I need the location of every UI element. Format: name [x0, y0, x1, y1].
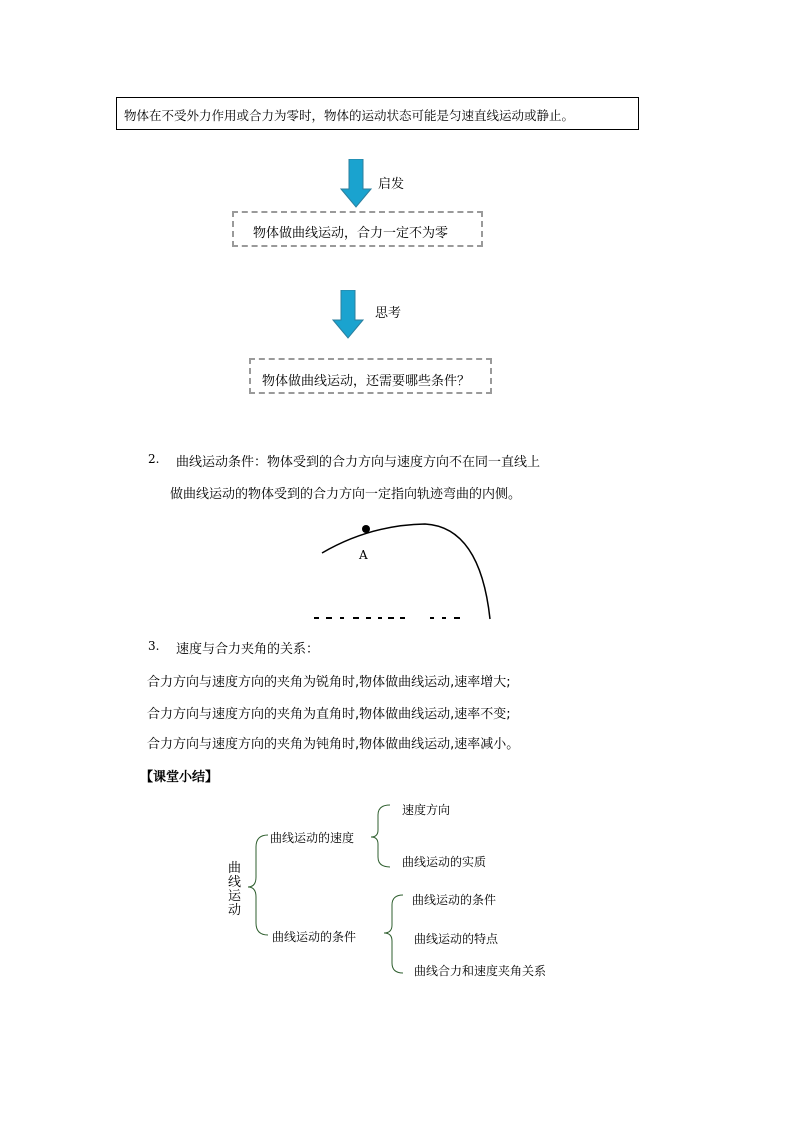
point-a-marker: [362, 525, 370, 533]
arrow-label-inspire: 启发: [378, 177, 405, 192]
arrow-down-icon: [340, 159, 372, 209]
summary-root: 曲线运动: [228, 861, 242, 918]
section-3-title: 速度与合力夹角的关系：: [176, 642, 320, 657]
premise-box: [116, 97, 639, 130]
section-2-number: 2.: [148, 452, 160, 466]
section-3-line-obtuse: 合力方向与速度方向的夹角为钝角时,物体做曲线运动,速率减小。: [147, 737, 520, 752]
curve-diagram: [300, 515, 510, 625]
summary-item-velocity-direction: 速度方向: [402, 803, 451, 817]
section-3-line-acute: 合力方向与速度方向的夹角为锐角时,物体做曲线运动,速率增大;: [147, 675, 511, 690]
summary-item-feature: 曲线运动的特点: [414, 932, 499, 946]
question-text: 物体做曲线运动，还需要哪些条件？: [262, 374, 471, 389]
summary-item-essence: 曲线运动的实质: [402, 855, 487, 869]
question-box: [249, 358, 492, 394]
section-3-number: 3.: [148, 639, 160, 653]
section-2-title: 曲线运动条件：物体受到的合力方向与速度方向不在同一直线上: [176, 455, 541, 470]
summary-branch-velocity: 曲线运动的速度: [270, 831, 355, 845]
arrow-down-icon: [332, 290, 364, 340]
conclusion-box: [232, 211, 483, 247]
summary-branch-condition: 曲线运动的条件: [272, 930, 357, 944]
summary-item-condition: 曲线运动的条件: [412, 893, 497, 907]
point-a-label: A: [359, 548, 368, 562]
summary-heading: 【课堂小结】: [140, 770, 219, 785]
summary-braces: [238, 795, 418, 980]
summary-item-angle-relation: 曲线合力和速度夹角关系: [414, 964, 547, 978]
section-2-line2: 做曲线运动的物体受到的合力方向一定指向轨迹弯曲的内侧。: [170, 487, 522, 502]
cropped-vectors: [314, 617, 460, 619]
premise-text: 物体在不受外力作用或合力为零时，物体的运动状态可能是匀速直线运动或静止。: [124, 108, 575, 123]
conclusion-text: 物体做曲线运动，合力一定不为零: [253, 226, 449, 241]
arrow-label-think: 思考: [375, 306, 402, 321]
section-3-line-right: 合力方向与速度方向的夹角为直角时,物体做曲线运动,速率不变;: [147, 707, 511, 722]
